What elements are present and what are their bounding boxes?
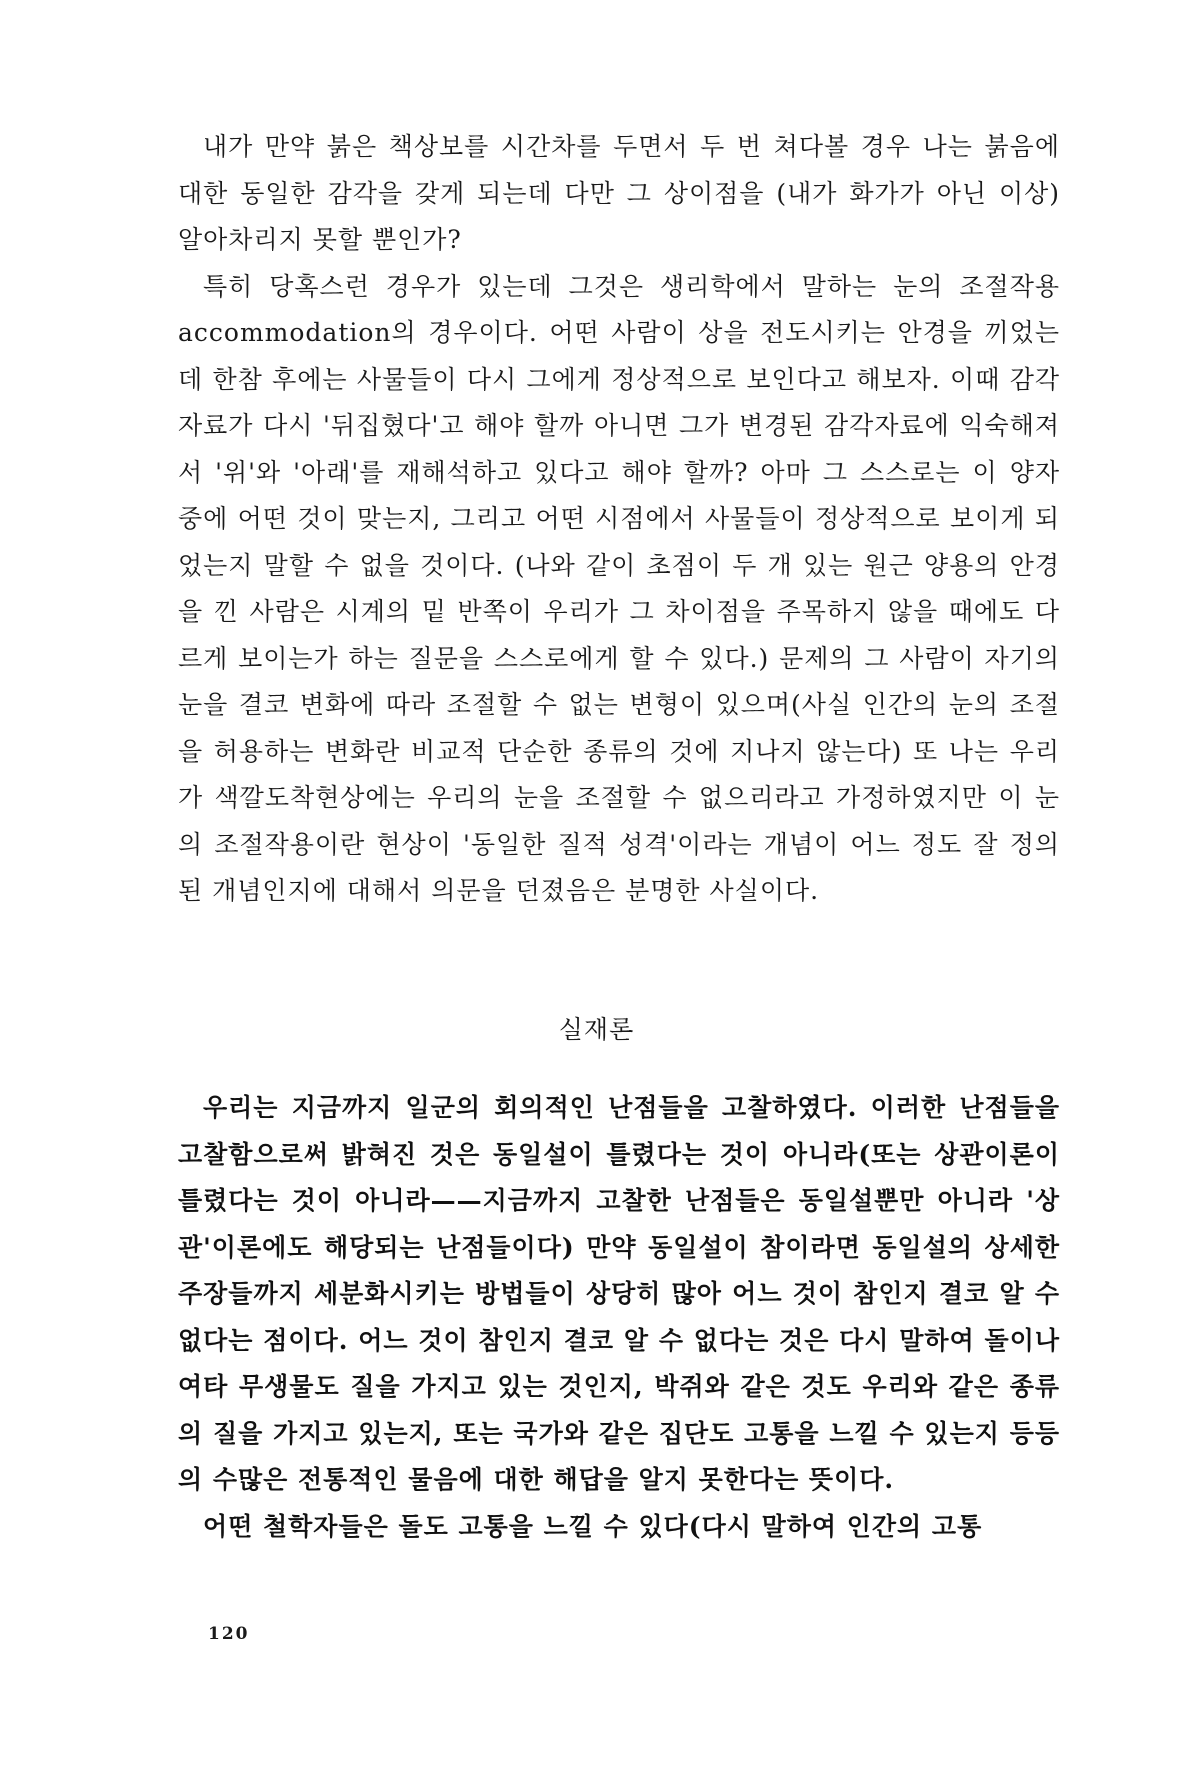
page-number: 120 <box>208 1624 250 1644</box>
section-heading: 실재론 <box>558 1015 635 1044</box>
paragraph: 우리는 지금까지 일군의 회의적인 난점들을 고찰하였다. 이러한 난점들을 고찰함으로써 밝혀진 것은 동일설이 틀렸다는 것이 아니라(또는 상관이론이 틀렸다는 것이 아니라——지금까지 고찰한 난점들은 동일설뿐만 아니라 '상관'이론에도 해당되는 난점들이다) 만약 동일설이 참이라면 동일설의 상세한 주장들까지 세분화시키는 방법들이 상당히 많아 어느 것이 참인지 결코 알 수 없다는 점이다. 어느 것이 참인지 결코 알 수 없다는 것은 다시 말하여 돌이나 여타 무생물도 질을 가지고 있는 것인지, 박쥐와 같은 것도 우리와 같은 종류의 질을 가지고 있는지, 또는 국가와 같은 집단도 고통을 느낄 수 있는지 등등의 수많은 전통적인 물음에 대한 해답을 알지 못한다는 뜻이다. <box>178 1093 1060 1494</box>
paragraph: 특히 당혹스런 경우가 있는데 그것은 생리학에서 말하는 눈의 조절작용accommodation의 경우이다. 어떤 사람이 상을 전도시키는 안경을 끼었는데 한참 후에는 사물들이 다시 그에게 정상적으로 보인다고 해보자. 이때 감각자료가 다시 '뒤집혔다'고 해야 할까 아니면 그가 변경된 감각자료에 익숙해져서 '위'와 '아래'를 재해석하고 있다고 해야 할까? 아마 그 스스로는 이 양자 중에 어떤 것이 맞는지, 그리고 어떤 시점에서 사물들이 정상적으로 보이게 되었는지 말할 수 없을 것이다. (나와 같이 초점이 두 개 있는 원근 양용의 안경을 낀 사람은 시계의 밑 반쪽이 우리가 그 차이점을 주목하지 않을 때에도 다르게 보이는가 하는 질문을 스스로에게 할 수 있다.) 문제의 그 사람이 자기의 눈을 결코 변화에 따라 조절할 수 없는 변형이 있으며(사실 인간의 눈의 조절을 허용하는 변화란 비교적 단순한 종류의 것에 지나지 않는다) 또 나는 우리가 색깔도착현상에는 우리의 눈을 조절할 수 없으리라고 가정하였지만 이 눈의 조절작용이란 현상이 '동일한 질적 성격'이라는 개념이 어느 정도 잘 정의된 개념인지에 대해서 의문을 던졌음은 분명한 사실이다. <box>178 271 1060 905</box>
paragraph: 내가 만약 붉은 책상보를 시간차를 두면서 두 번 쳐다볼 경우 나는 붉음에 대한 동일한 감각을 갖게 되는데 다만 그 상이점을 (내가 화가가 아닌 이상) 알아차리지 못할 뿐인가? <box>178 132 1060 254</box>
body-text-lower <box>178 1085 1060 1550</box>
body-text-upper <box>178 124 1060 915</box>
paragraph: 어떤 철학자들은 돌도 고통을 느낄 수 있다(다시 말하여 인간의 고통 <box>203 1511 983 1541</box>
